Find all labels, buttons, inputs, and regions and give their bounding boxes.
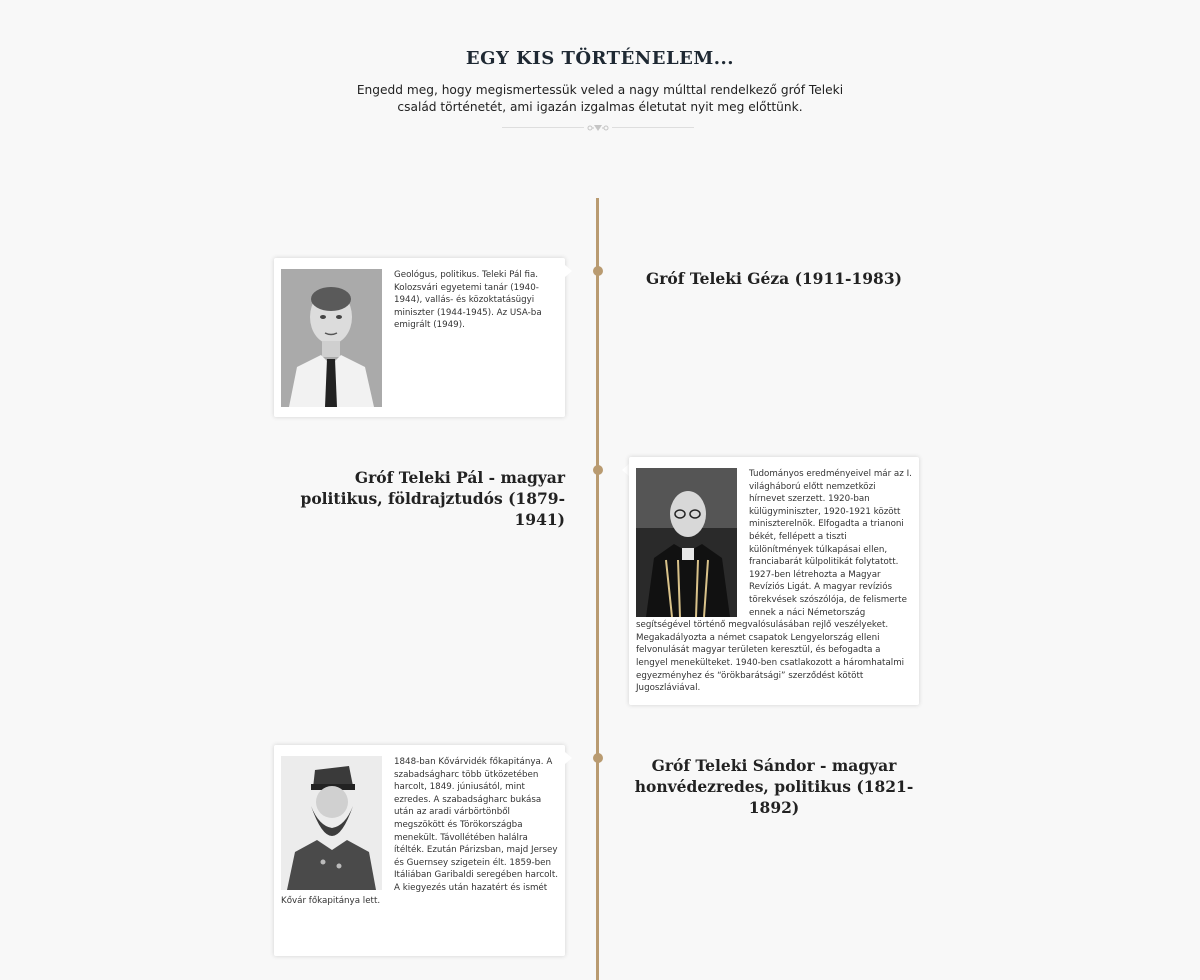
timeline-entry-title: Gróf Teleki Pál - magyar politikus, földrajztudós (1879- 1941) — [300, 468, 565, 529]
decorative-divider — [502, 122, 694, 134]
card-pointer — [565, 265, 572, 277]
card-pointer — [565, 752, 572, 764]
portrait-photo — [281, 269, 382, 407]
divider-line-left — [502, 127, 584, 128]
card-pointer — [622, 464, 629, 476]
timeline-card — [274, 258, 565, 417]
timeline-card — [274, 745, 565, 956]
timeline-entry-title: Gróf Teleki Géza (1911-1983) — [646, 269, 902, 288]
divider-line-right — [612, 127, 694, 128]
timeline-card-text: 1848-ban Kővárvidék főkapitánya. A szabadságharc több ütközetében harcolt, 1849. júniusától, mint ezredes. A szabadságharc bukása után az aradi várbörtönből megszökött és Törökországba menekült. Távollétében halálra ítélték. Ezután Párizsban, majd Jersey és Guernsey szigetein élt. 1859-ben Itáliában Garibaldi seregében harcolt. A kiegyezés után hazatért és ismét Kővár főkapitánya lett. — [281, 757, 558, 906]
timeline-dot — [593, 753, 603, 763]
section-subtitle: Engedd meg, hogy megismertessük veled a nagy múlttal rendelkező gróf Teleki család történetét, ami igazán izgalmas életutat nyit meg előttünk. — [356, 83, 844, 114]
portrait-photo — [281, 756, 382, 890]
decorative-divider-icon — [586, 122, 610, 134]
timeline-dot — [593, 465, 603, 475]
timeline-entry-title: Gróf Teleki Sándor - magyar honvédezredes, politikus (1821- 1892) — [634, 756, 914, 817]
timeline-dot — [593, 266, 603, 276]
section-title: EGY KIS TÖRTÉNELEM... — [465, 48, 735, 69]
timeline-line — [596, 198, 599, 980]
portrait-photo — [636, 468, 737, 617]
timeline-card — [629, 457, 919, 705]
timeline-card-text: Tudományos eredményeivel már az I. világháború előtt nemzetközi hírnevet szerzett. 1920-ban külügyminiszter, 1920-1921 között miniszterelnök. Elfogadta a trianoni békét, fellépett a tiszti különítmények túlkapásai ellen, franciabarát külpolitikát folytatott. 1927-ben létrehozta a Magyar Revíziós Ligát. A magyar revíziós törekvések szószólója, de felismerte ennek a náci Németország segítségével történő megvalósulásában rejlő veszélyeket. Megakadályozta a német csapatok Lengyelország elleni felvonulását magyar területen keresztül, és befogadta a lengyel menekülteket. 1940-ben csatlakozott a háromhatalmi egyezményhez és “örökbarátsági” szerződést kötött Jugoszláviával. — [636, 469, 912, 694]
timeline-card-text: Geológus, politikus. Teleki Pál fia. Kolozsvári egyetemi tanár (1940-1944), vallás- és közoktatásügyi miniszter (1944-1945). Az USA-ba emigrált (1949). — [394, 270, 542, 331]
